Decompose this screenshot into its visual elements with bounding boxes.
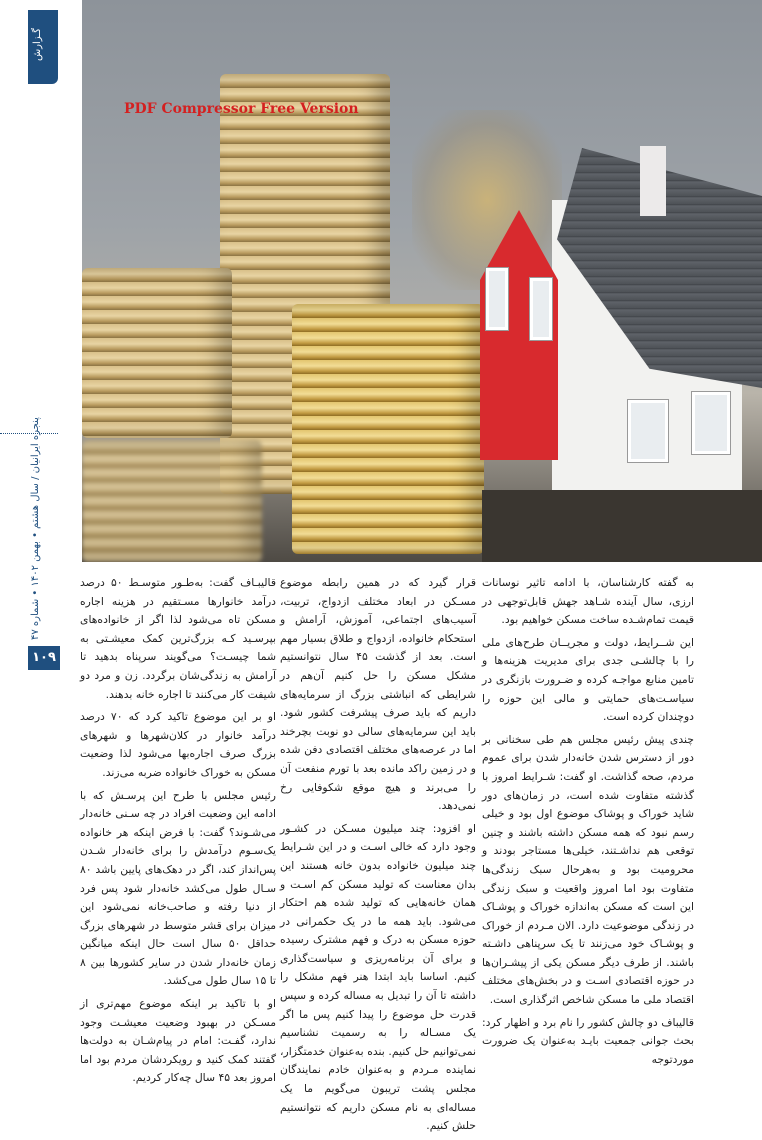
paragraph: او بر این موضوع تاکید کرد که ۷۰ درصد درآمد خانوار در کلان‌شهرها و شهرهای بزرگ صرف اجاره‌بها می‌شود لذا وضعیت مسکن به خوراک خانواده ضربه می‌زند. [80, 710, 276, 779]
section-tab [28, 10, 58, 84]
coin-stack-left [82, 268, 232, 438]
ground-shadow [482, 490, 762, 562]
hero-photo-coins-house [82, 0, 762, 562]
dotted-rule [0, 433, 58, 434]
paragraph: او با تاکید بر اینکه موضوع مهم‌تری از مسـکن در بهبود وضعیت معیشـت وجود ندارد، گفـت: امام در پیام‌شـان به دولت‌ها گفتند کمک کنید و رویکردشان مردم بود اما امروز بعد ۴۵ سال چه‌کار کردیم. [80, 997, 276, 1085]
paragraph: قالیبـاف گفت: به‌طـور متوسـط ۵۰ درصد درآمد خانوارها مسـتقیم در هزینه اجاره مسکن تاه می‌شود لذا اگر از خانواده‌های بپرسـید کـه بزرگ‌ترین کمک معیشـتی به شما چیسـت؟ می‌گویند سرپناه بدهید تا آرامش به زندگی‌شان برگردد. زن و مرد دو شیفت کار می‌کنند تا اجاره خانه بدهند. [80, 576, 276, 701]
house-chimney [640, 146, 666, 216]
paragraph: رئیس مجلس با طرح این پرسـش که با ادامه این وضعیت افراد در چه سـنی خانه‌دار می‌شـوند؟ گفت: با فرض اینکه هر خانواده یک‌سـوم درآمدش را برای خانه‌دار شـدن پس‌انداز کند، اگر در دهک‌های پایین باشد ۸۰ سـال طول می‌کشد خانه‌دار شود پس فرد از دنیا رفته و صاحب‌خانه نمی‌شود این میزان برای قشر متوسط در شهرهای بزرگ حداقل ۵۰ سال است حال اینکه میانگین زمان خانه‌دار شدن در سایر کشورها بین ۸ تا ۱۵ سال طول می‌کشد. [80, 788, 276, 988]
article-column-2 [280, 574, 476, 1140]
watermark: PDF Compressor Free Version [124, 101, 359, 117]
house-window [486, 268, 508, 330]
house-window [692, 392, 730, 454]
house-window [628, 400, 668, 462]
coin-stack-front [292, 304, 484, 554]
article-column-1 [482, 574, 694, 1073]
magazine-info: پنجره ایرانیان / سال هشتم • بهمن ۱۴۰۲ • شماره ۴۷ [30, 417, 41, 640]
article-column-3 [80, 574, 276, 1092]
coin-stack-blurred [82, 440, 262, 562]
paragraph: قرار گیرد که در همین رابطه موضوع مسـکن در ابعاد مختلف ازدواج، تربیت، آسیب‌های اجتماعی، آموزش، آرامش و استحکام خانواده، ازدواج و طلاق بسیار مهم است. بعد از گذشت ۴۵ سال نتوانستیم مشکل مسکن را حل کنیم آن‌هم در شرایطی که انباشتی بزرگ از سرمایه‌های داریم که باید صرف پیشرفت کشور شود. باید این سرمایه‌های سالی دو نوبت بچرخند اما در عرصه‌های مختلف اقتصادی دفن شده و در زمین راکد مانده بعد با تورم منفعت آن را می‌برند و هیچ موقع شکوفایی رخ نمی‌دهد. [280, 576, 476, 813]
page-margin [0, 0, 28, 1045]
house-window [530, 278, 552, 340]
paragraph: قالیباف دو چالش کشور را نام برد و اظهار کرد: بحث جوانی جمعیت بایـد به‌عنوان یک ضرورت موردتوجه [482, 1015, 694, 1066]
paragraph: به گفته کارشناسان، با ادامه تاثیر نوسانات ارزی، سال آینده شـاهد جهش قابل‌توجهی در قیمت تمام‌شـده ساخت مسکن خواهیم بود. [482, 576, 694, 627]
paragraph: او افزود: چند میلیون مسـکن در کشـور وجود دارد که خالی اسـت و در این شـرایط چند میلیون خانواده بدون خانه هستند این بدان معناست که تولید مسکن کم اسـت و همان خانه‌هایی که تولید شده هم احتکار می‌شود. باید همه ما در یک حکمرانی در حوزه مسکن به درک و فهم مشترک رسیده و برای آن برنامه‌ریزی و سیاست‌گذاری کنیم. اساسا باید ابتدا هنر فهم مشکل را داشته تا آن را تبدیل به مساله کرده و سپس قدرت حل موضوع را پیدا کنیم پس ما اگر یک مسـاله را به رسمیت نشناسیم نمی‌توانیم حل کنیم. بنده به‌عنوان خدمتگزار، نماینده مـردم و به‌عنوان خادم نمایندگان مجلس پشت تریبون می‌گویم ما یک مساله‌ای به نام مسکن داریم که نتوانستیم حلش کنیم. [280, 821, 476, 1133]
paragraph: چندی پیش رئیس مجلس هم طی سخنانی بر دور از دسترس شدن خانه‌دار شدن برای عموم مردم، صحه گذاشت. او گفت: شـرایط امروز با گذشته متفاوت شده است، در زمان‌های دور شاید خوراک و پوشاک موضوع اول بود و خیلی رسم نبود که همه مسکن داشته باشند و چنین توقعی هم نداشـتند، خیلی‌ها مستاجر بودند و محرومیت بود و به‌هرحال سبک زندگی‌ها متفاوت بود اما امروز واقعیت و سبک زندگی این است که مسکن به‌اندازه خوراک و پوشـاک در زندگی موضوعیت دارد. الان مـردم از خوراک و پوشـاک خود می‌زنند تا یک سرپناهی داشـته باشند. از طرف دیگر مسکن یکی از پیشـران‌ها در حوزه اقتصادی اسـت و در بخش‌های مختلف اقتصاد ملی ما مسکن شاخص اثرگذاری است. [482, 732, 694, 1007]
page-number: ۱۰۹ [28, 646, 60, 670]
paragraph: این شــرایط، دولت و مجریــان طرح‌های ملی را با چالشـی جدی برای مدیریت هزینه‌ها و تامین منابع مواجـه کرده و ضـرورت بازنگری در سیاسـت‌های حمایتی و مالی این حوزه را دوچندان کرده است. [482, 635, 694, 724]
section-label: گـزارش [32, 28, 43, 62]
